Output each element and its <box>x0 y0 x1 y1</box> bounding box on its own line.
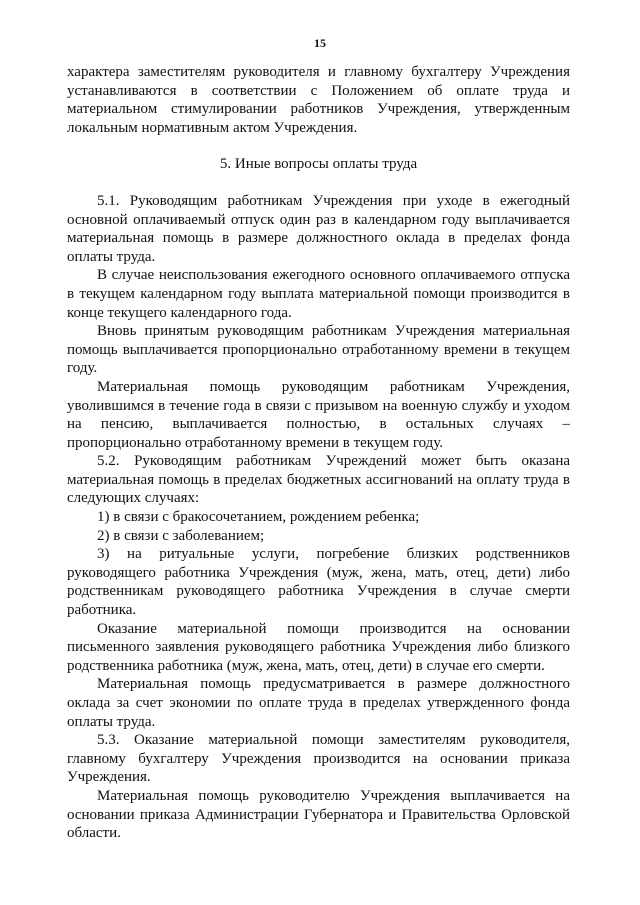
list-item: 1) в связи с бракосочетанием, рождением ребенка; <box>97 509 420 526</box>
list-item: 2) в связи с заболеванием; <box>97 527 265 544</box>
paragraph: Оказание материальной помощи производится на основании письменного заявления руководящего работника Учреждения либо близкого родственника работника (муж, жена, мать, отец, дети) в случае его смерти. <box>67 620 570 674</box>
paragraph: 5.1. Руководящим работникам Учреждения при уходе в ежегодный основной оплачиваемый отпуск один раз в календарном году выплачивается материальная помощь в размере должностного оклада в пределах фонда оплаты труда. <box>67 192 570 265</box>
paragraph: 5.3. Оказание материальной помощи заместителям руководителя, главному бухгалтеру Учреждения производится на основании приказа Учреждения. <box>67 732 570 786</box>
paragraph: Материальная помощь руководителю Учреждения выплачивается на основании приказа Администрации Губернатора и Правительства Орловской области. <box>67 787 570 842</box>
paragraph: Материальная помощь руководящим работникам Учреждения, уволившимся в течение года в связи с призывом на военную службу и уходом на пенсию, выплачивается полностью, в остальных случаях – пропорционально отработанному времени в текущем году. <box>67 378 570 451</box>
list-item: 3) на ритуальные услуги, погребение близких родственников руководящего работника Учреждения (муж, жена, мать, отец, дети) либо родственникам руководящего работника Учреждения в случае смерти работника. <box>67 546 570 619</box>
paragraph-continuation: характера заместителям руководителя и главному бухгалтеру Учреждения устанавливаются в соответствии с Положением об оплате труда и материальном стимулировании работников Учреждения, утвержденным локальным нормативным актом Учреждения. <box>67 64 570 136</box>
paragraph: 5.2. Руководящим работникам Учреждений может быть оказана материальная помощь в пределах бюджетных ассигнований на оплату труда в следующих случаях: <box>67 453 570 507</box>
page-number: 15 <box>314 36 326 50</box>
document-body <box>67 63 570 843</box>
paragraph: В случае неиспользования ежегодного основного оплачиваемого отпуска в текущем календарном году выплата материальной помощи производится в конце текущего календарного года. <box>67 267 570 321</box>
paragraph: Вновь принятым руководящим работникам Учреждения материальная помощь выплачивается пропорционально отработанному времени в текущем году. <box>67 323 570 377</box>
section-heading: 5. Иные вопросы оплаты труда <box>219 156 418 173</box>
paragraph: Материальная помощь предусматривается в размере должностного оклада за счет экономии по оплате труда в пределах утвержденного фонда оплаты труда. <box>67 676 570 730</box>
